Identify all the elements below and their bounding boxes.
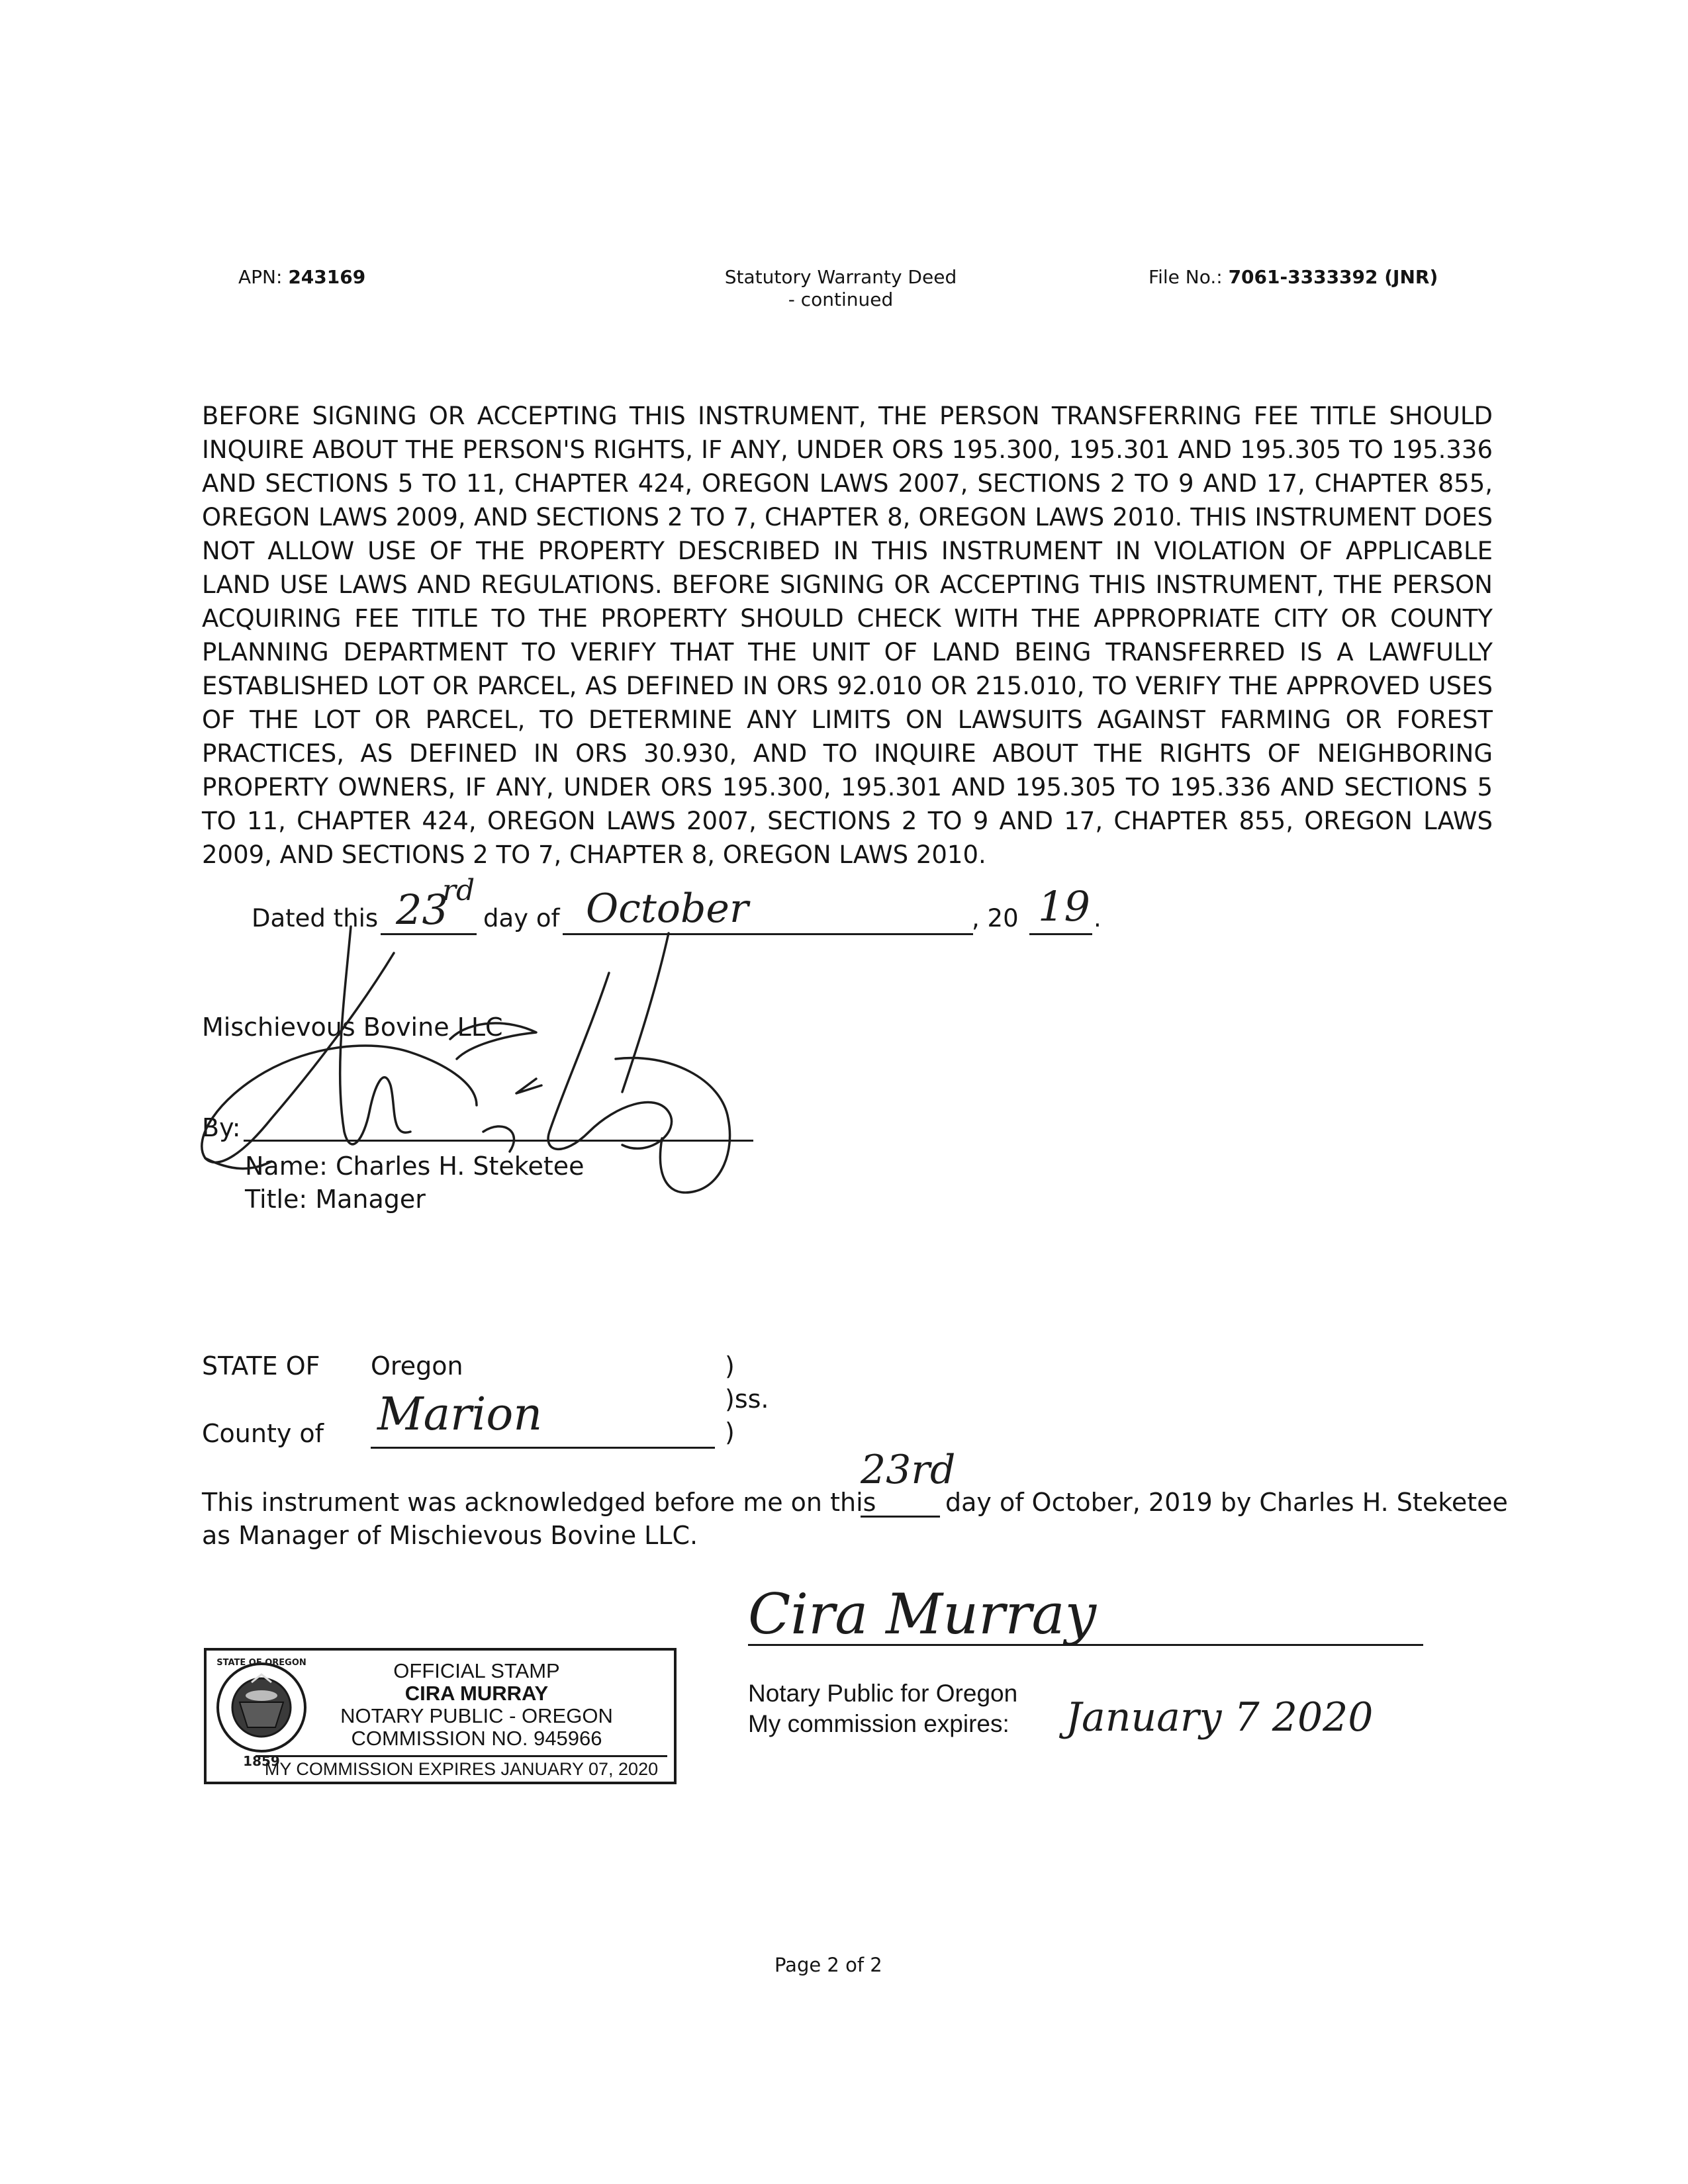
notary-handwritten-signature: Cira Murray (748, 1582, 1097, 1647)
county-underline (371, 1447, 715, 1449)
month-handwritten: October (586, 886, 749, 932)
by-label: By: (202, 1113, 241, 1142)
notary-public-label: Notary Public for Oregon (748, 1680, 1018, 1707)
commission-expires-handwritten: January 7 2020 (1066, 1694, 1374, 1741)
apn-value: 243169 (288, 266, 366, 288)
header-apn (238, 266, 365, 289)
ack-sentence-end: day of October, 2019 by Charles H. Steketee (945, 1488, 1508, 1517)
grantor-name: Name: Charles H. Steketee (245, 1152, 585, 1181)
page-number: Page 2 of 2 (774, 1954, 882, 1976)
header-doc-title (682, 266, 1000, 311)
day-suffix-handwritten: rd (442, 874, 475, 907)
commission-expires-label: My commission expires: (748, 1710, 1009, 1737)
stamp-notary-name: CIRA MURRAY (404, 1682, 549, 1705)
doc-subtitle: - continued (788, 289, 894, 310)
dated-label: Dated this (252, 904, 379, 933)
stamp-commission-number: COMMISSION NO. 945966 (351, 1727, 602, 1750)
bracket-bottom: ) (725, 1418, 735, 1447)
ack-sentence-line2: as Manager of Mischievous Bovine LLC. (202, 1521, 698, 1550)
year-prefix-label: , 20 (972, 904, 1019, 933)
county-handwritten: Marion (377, 1388, 543, 1441)
notary-signature-line (748, 1644, 1423, 1646)
ack-sentence-start: This instrument was acknowledged before me on this (202, 1488, 876, 1517)
file-label: File No.: (1149, 266, 1223, 288)
year-underline (1029, 933, 1092, 935)
state-label: STATE OF (202, 1351, 320, 1381)
grantor-handwritten-signature (192, 920, 761, 1211)
statutory-warning-paragraph: BEFORE SIGNING OR ACCEPTING THIS INSTRUMENT, THE PERSON TRANSFERRING FEE TITLE SHOULD INQUIRE ABOUT THE PERSON'S RIGHTS, IF ANY, UNDER ORS 195.300, 195.301 AND 195.305 TO 195.336 AND SECTIONS 5 TO 11, CHAPTER 424, OREGON LAWS 2007, SECTIONS 2 TO 9 AND 17, CHAPTER 855, OREGON LAWS 2009, AND SECTIONS 2 TO 7, CHAPTER 8, OREGON LAWS 2010. THIS INSTRUMENT DOES NOT ALLOW USE OF THE PROPERTY DESCRIBED IN THIS INSTRUMENT IN VIOLATION OF APPLICABLE LAND USE LAWS AND REGULATIONS. BEFORE SIGNING OR ACCEPTING THIS INSTRUMENT, THE PERSON ACQUIRING FEE TITLE TO THE PROPERTY SHOULD CHECK WITH THE APPROPRIATE CITY OR COUNTY PLANNING DEPARTMENT TO VERIFY THAT THE UNIT OF LAND BEING TRANSFERRED IS A LAWFULLY ESTABLISHED LOT OR PARCEL, AS DEFINED IN ORS 92.010 OR 215.010, TO VERIFY THE APPROVED USES OF THE LOT OR PARCEL, TO DETERMINE ANY LIMITS ON LAWSUITS AGAINST FARMING OR FOREST PRACTICES, AS DEFINED IN ORS 30.930, AND TO INQUIRE ABOUT THE RIGHTS OF NEIGHBORING PROPERTY OWNERS, IF ANY, UNDER ORS 195.300, 195.301 AND 195.305 TO 195.336 AND SECTIONS 5 TO 11, CHAPTER 424, OREGON LAWS 2007, SECTIONS 2 TO 9 AND 17, CHAPTER 855, OREGON LAWS 2009, AND SECTIONS 2 TO 7, CHAPTER 8, OREGON LAWS 2010. (202, 402, 1493, 869)
bracket-ss: )ss. (725, 1385, 769, 1414)
stamp-notary-public: NOTARY PUBLIC - OREGON (340, 1704, 613, 1727)
dated-end-period: . (1094, 904, 1102, 933)
grantor-entity-name: Mischievous Bovine LLC (202, 1013, 503, 1042)
day-handwritten: 23 (396, 886, 448, 934)
seal-text: STATE OF OREGON (216, 1658, 306, 1668)
stamp-commission-expires: MY COMMISSION EXPIRES JANUARY 07, 2020 (256, 1755, 667, 1780)
doc-title: Statutory Warranty Deed (724, 266, 957, 288)
file-value: 7061-3333392 (JNR) (1228, 266, 1438, 288)
ack-day-underline (861, 1516, 940, 1518)
state-value: Oregon (371, 1351, 463, 1381)
year-handwritten: 19 (1038, 882, 1090, 931)
header-file-number (1149, 266, 1438, 289)
ack-day-handwritten: 23rd (861, 1447, 956, 1493)
county-label: County of (202, 1419, 324, 1448)
stamp-title: OFFICIAL STAMP (393, 1659, 560, 1682)
seal-year: 1859 (243, 1753, 280, 1769)
grantor-title: Title: Manager (245, 1185, 426, 1214)
apn-label: APN: (238, 266, 283, 288)
day-of-label: day of (483, 904, 560, 933)
bracket-top: ) (725, 1351, 735, 1381)
